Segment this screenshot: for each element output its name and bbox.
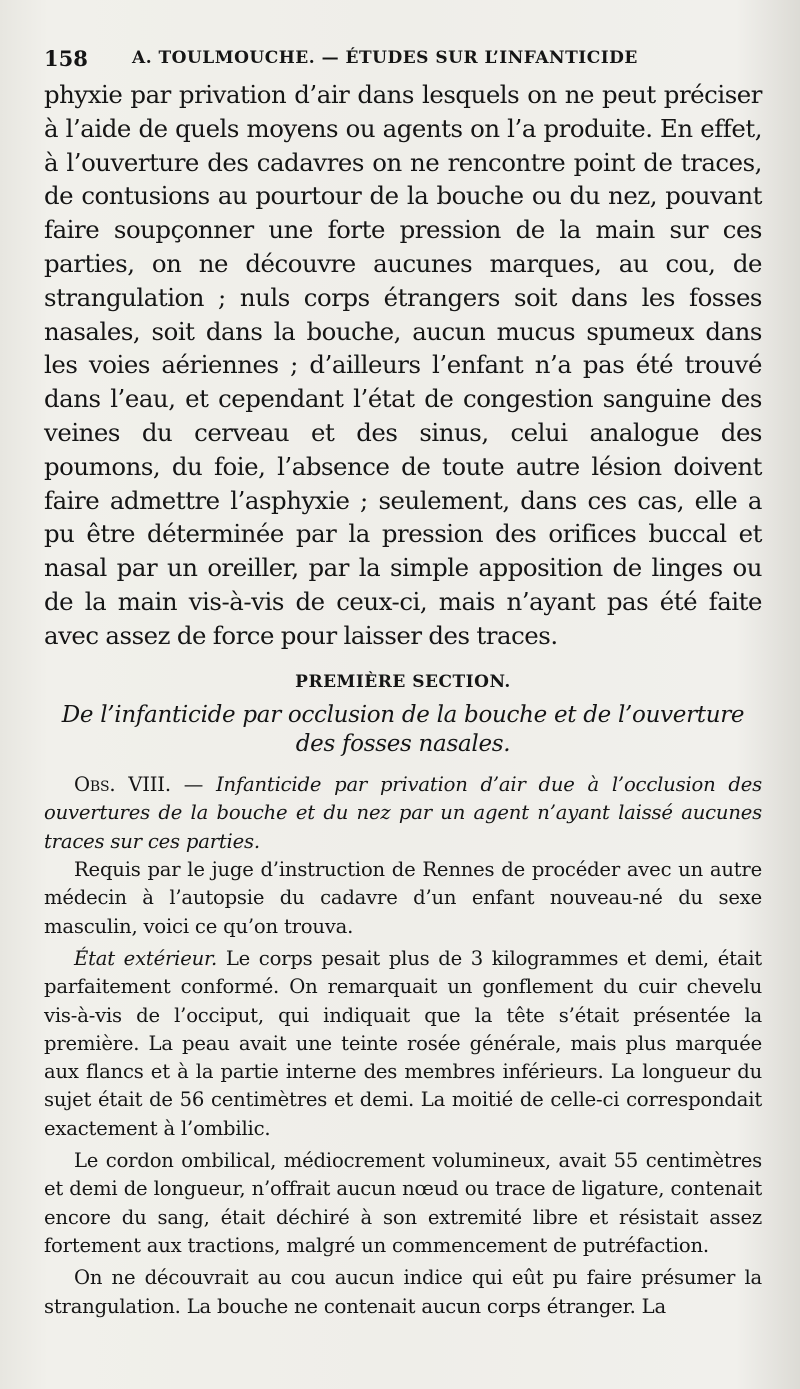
section-subtitle: De l’infanticide par occlusion de la bouche et de l’ouverture des fosses nasales. [61, 701, 745, 757]
paragraph-continuation: phyxie par privation d’air dans lesquels on ne peut préciser à l’aide de quels moyens ou agents on l’a produite. En effet, à l’ouverture des cadavres on ne rencontre point de traces, de contusions au pourtour de la bouche ou du nez, pouvant faire soupçonner une forte pression de la main sur ces parties, on ne découvre aucunes marques, au cou, de strangulation ; nuls corps étrangers soit dans les fosses nasales, soit dans la bouche, aucun mucus spumeux dans les voies aériennes ; d’ailleurs l’enfant n’a pas été trouvé dans l’eau, et cependant l’état de congestion sanguine des veines du cerveau et des sinus, celui analogue des poumons, du foie, l’absence de toute autre lésion doivent faire admettre l’asphyxie ; seulement, dans ces cas, elle a pu être déterminée par la pression des orifices buccal et nasal par un oreiller, par la simple apposition de linges ou de la main vis-à-vis de ceux-ci, mais n’ayant pas été faite avec assez de force pour laisser des traces. [44, 80, 762, 650]
page-header [44, 42, 759, 76]
paragraph-external-state [44, 945, 762, 1143]
section-title: PREMIÈRE SECTION. [295, 671, 511, 692]
observation-title: Infanticide par privation d’air due à l’occlusion des ouvertures de la bouche et du nez par un agent n’ayant laissé aucunes traces sur ces parties. [44, 772, 762, 853]
page-number: 158 [44, 46, 88, 71]
external-state-lead: État extérieur. [74, 946, 218, 970]
external-state-text: Le corps pesait plus de 3 kilogrammes et demi, était parfaitement conformé. On remarquait un gonflement du cuir chevelu vis-à-vis de l’occiput, qui indiquait que la tête s’était présentée la première. La peau avait une teinte rosée générale, mais plus marquée aux flancs et à la partie interne des membres inférieurs. La longueur du sujet était de 56 centimètres et demi. La moitié de celle-ci correspondait exactement à l’ombilic. [44, 946, 762, 1140]
paragraph-umbilical-cord: Le cordon ombilical, médiocrement volumineux, avait 55 centimètres et demi de longueur, n’offrait aucun nœud ou trace de ligature, contenait encore du sang, était déchiré à son extremité libre et résistait assez fortement aux tractions, malgré un commencement de putréfaction. [44, 1149, 762, 1257]
paragraph-neck: On ne découvrait au cou aucun indice qui eût pu faire présumer la strangulation. La bouche ne contenait aucun corps étranger. La [44, 1266, 762, 1318]
observation-heading [44, 771, 762, 857]
paragraph-requisition: Requis par le juge d’instruction de Rennes de procéder avec un autre médecin à l’autopsie du cadavre d’un enfant nouveau-né du sexe masculin, voici ce qu’on trouva. [44, 858, 762, 938]
observation-dash: — [170, 772, 216, 796]
observation-label: Obs. VIII. [74, 772, 171, 796]
running-head: A. TOULMOUCHE. — ÉTUDES SUR L’INFANTICIDE [132, 48, 638, 68]
body-text [44, 78, 762, 1321]
